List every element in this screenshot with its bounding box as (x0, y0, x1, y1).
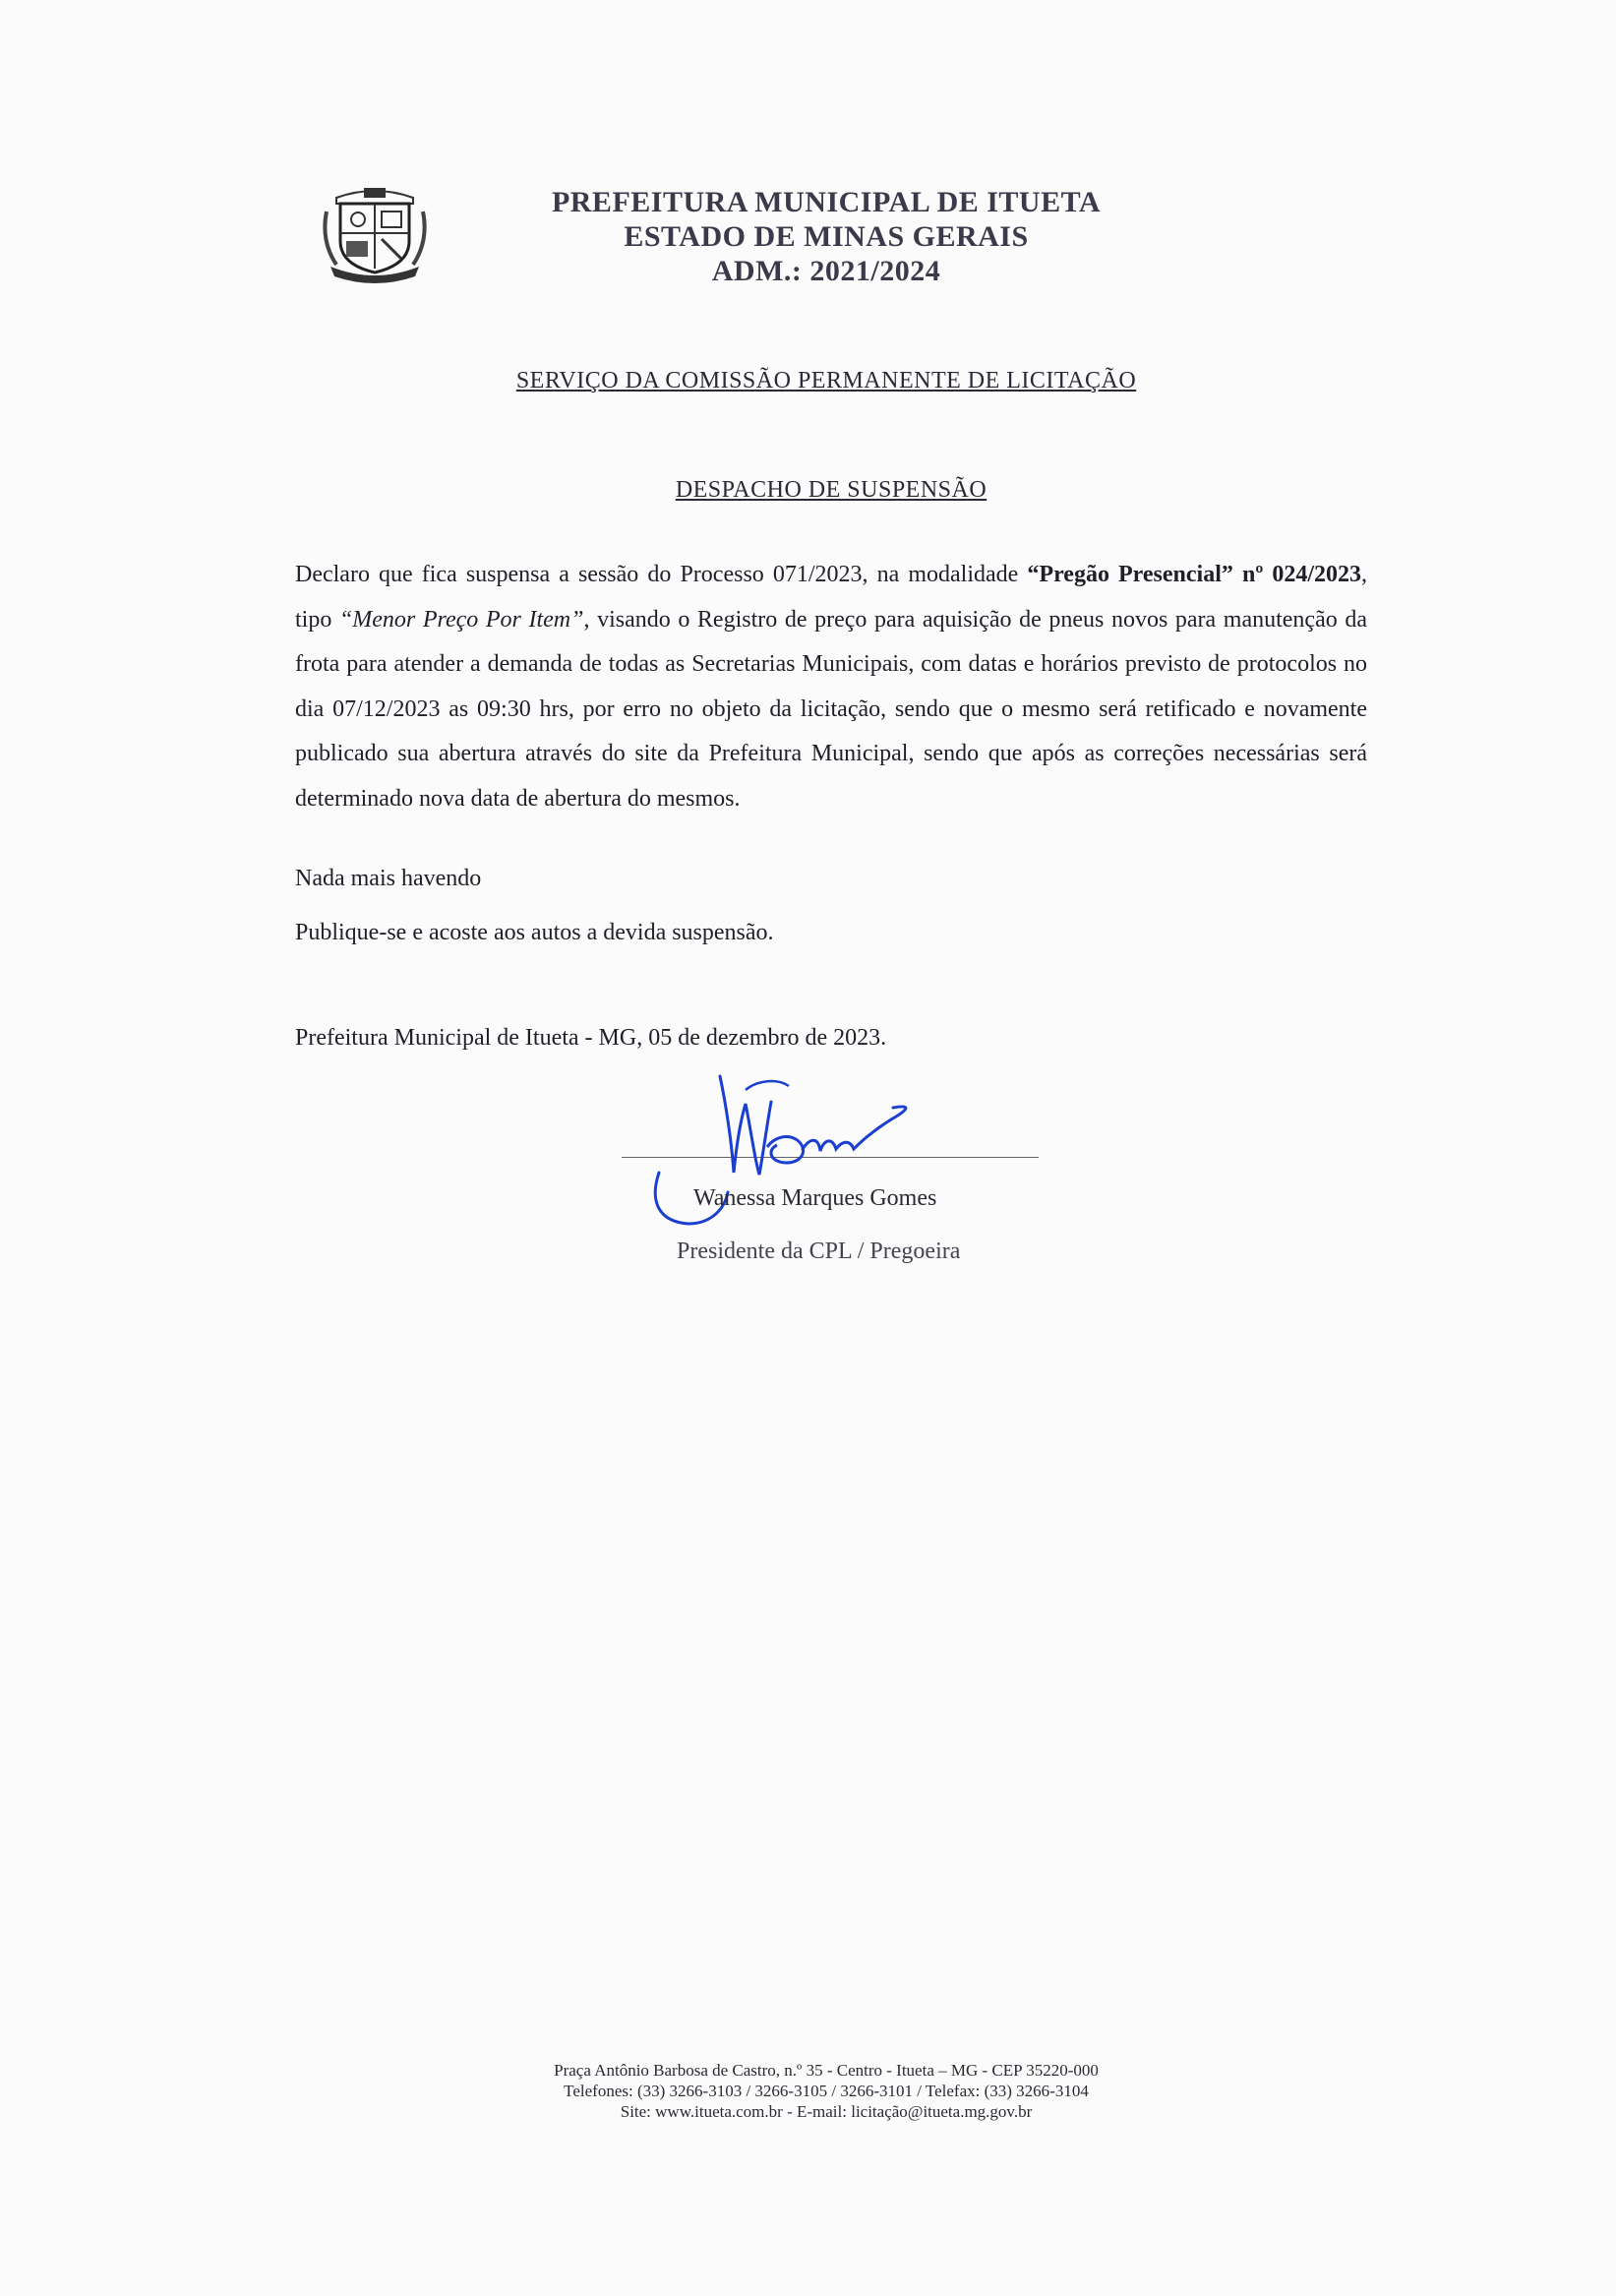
body-text-part: Declaro que fica suspensa a sessão do Processo 071/2023, na modalidade (295, 562, 1028, 587)
document-title: DESPACHO DE SUSPENSÃO (675, 477, 988, 503)
modality-bold: “Pregão Presencial” nº 024/2023 (1027, 562, 1361, 587)
letterhead-administration: ADM.: 2021/2024 (711, 255, 941, 287)
section-title: SERVIÇO DA COMISSÃO PERMANENTE DE LICITAÇÃO (515, 368, 1137, 393)
coat-of-arms-icon (317, 182, 433, 286)
footer-phones: Telefones: (33) 3266-3103 / 3266-3105 / 3266-3101 / Telefax: (33) 3266-3104 (564, 2082, 1089, 2100)
footer (433, 2060, 1220, 2122)
closing-line: Nada mais havendo (295, 866, 482, 891)
body-paragraph (295, 553, 1367, 821)
place-date: Prefeitura Municipal de Itueta - MG, 05 de dezembro de 2023. (295, 1025, 887, 1051)
publication-line: Publique-se e acoste aos autos a devida suspensão. (295, 920, 774, 945)
signatory-role: Presidente da CPL / Pregoeira (677, 1239, 961, 1264)
signatory-name: Wanessa Marques Gomes (693, 1185, 937, 1211)
body-text-part: , tipo (295, 562, 1367, 633)
letterhead-municipality: PREFEITURA MUNICIPAL DE ITUETA (551, 186, 1102, 218)
footer-contact: Site: www.itueta.com.br - E-mail: licitação@itueta.mg.gov.br (620, 2102, 1033, 2121)
type-italic: “Menor Preço Por Item” (338, 606, 584, 633)
footer-address: Praça Antônio Barbosa de Castro, n.º 35 - Centro - Itueta – MG - CEP 35220-000 (554, 2061, 1099, 2080)
body-text-part: , visando o Registro de preço para aquisição de pneus novos para manutenção da frota para atender a demanda de todas as Secretarias Municipais, com datas e horários previsto de protocolos no dia 07/12/2023 as 09:30 hrs, por erro no objeto da licitação, sendo que o mesmo será retificado e novamente publicado sua abertura através do site da Prefeitura Municipal, sendo que após as correções necessárias será determinado nova data de abertura do mesmos. (295, 606, 1367, 812)
letterhead-state: ESTADO DE MINAS GERAIS (624, 220, 1029, 253)
letterhead (511, 185, 1141, 288)
